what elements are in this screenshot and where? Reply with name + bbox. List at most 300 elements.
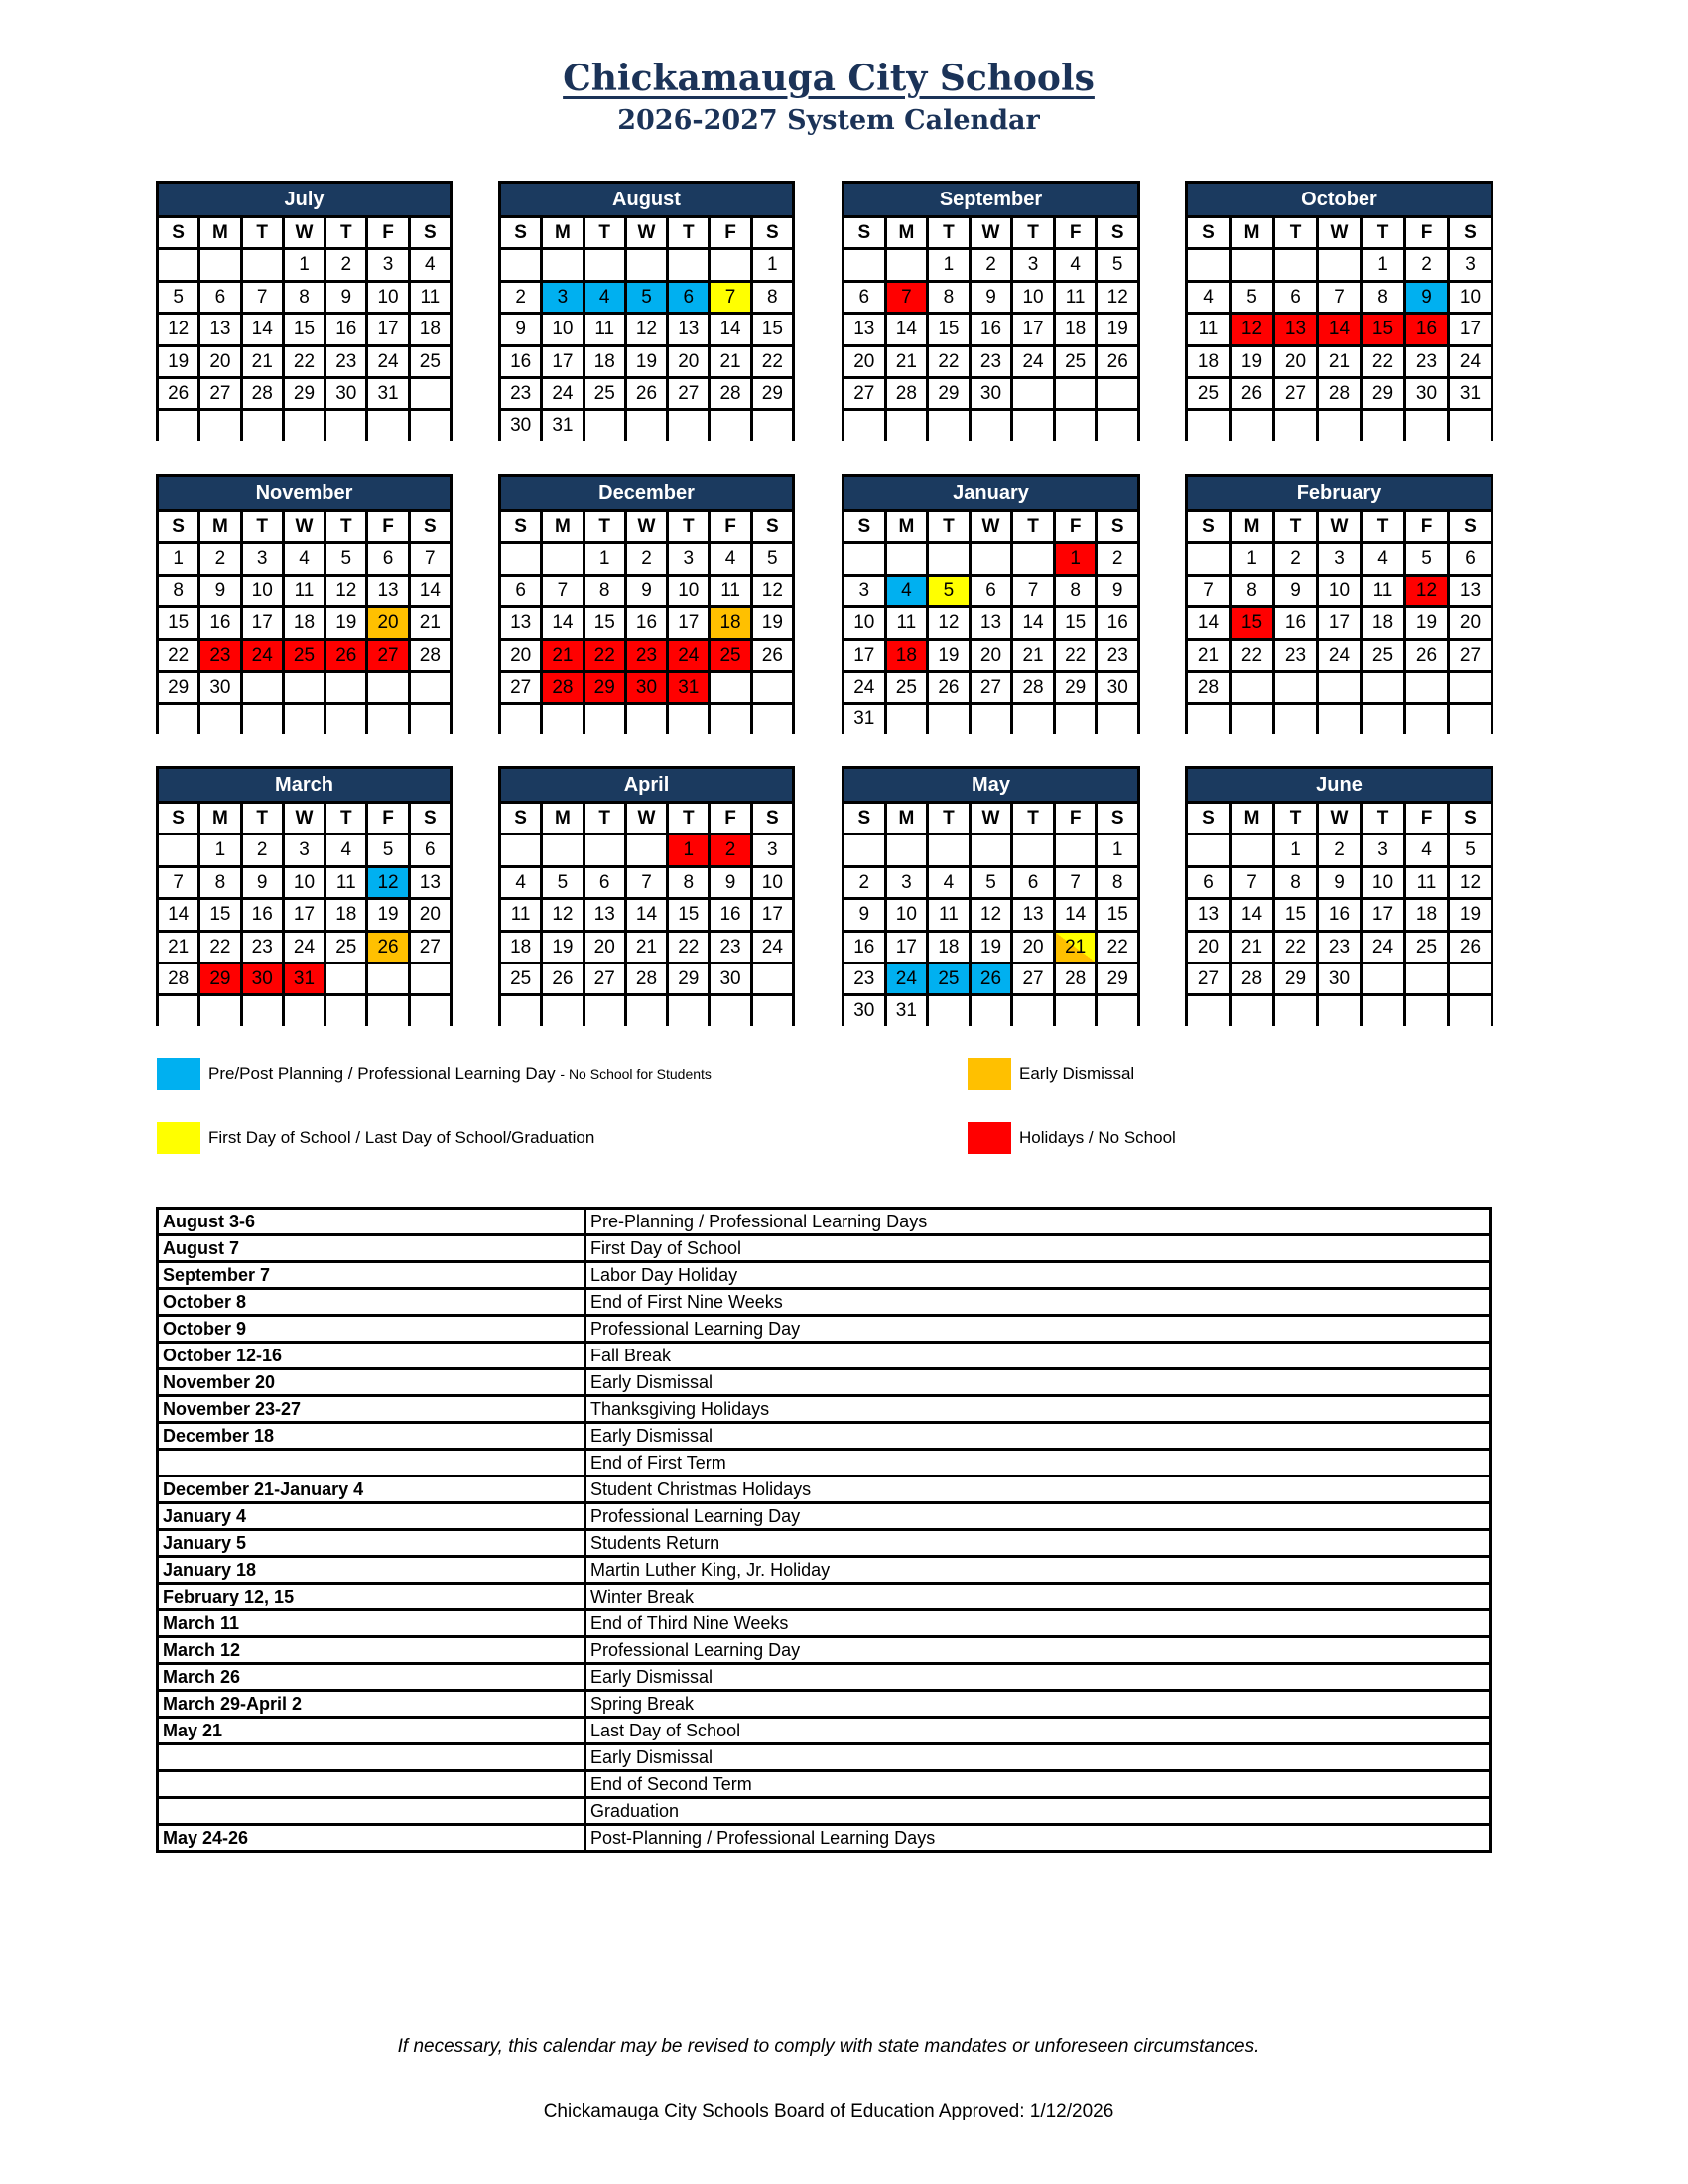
- day-cell: 30: [711, 964, 749, 993]
- empty-cell: [1319, 996, 1360, 1025]
- legend-item-holidays: [968, 1122, 1176, 1154]
- empty-cell: [972, 411, 1011, 440]
- month-days-grid: [844, 804, 1137, 1026]
- day-cell: 22: [585, 641, 624, 670]
- day-cell: 28: [543, 673, 582, 702]
- table-row: [158, 1209, 1491, 1235]
- day-cell: 27: [200, 379, 239, 408]
- month-calendar: [156, 181, 453, 441]
- day-cell: 28: [411, 641, 450, 670]
- month-calendar: [842, 181, 1140, 441]
- month-name: May: [844, 769, 1137, 801]
- day-cell: 20: [501, 641, 540, 670]
- day-cell: 15: [929, 315, 969, 343]
- event-description: Last Day of School: [585, 1718, 1491, 1744]
- day-cell: 29: [159, 673, 197, 702]
- month-name: November: [159, 477, 450, 509]
- empty-cell: [887, 544, 927, 573]
- day-cell: 21: [711, 347, 749, 376]
- day-cell: 9: [243, 868, 282, 897]
- day-cell: 26: [1232, 379, 1272, 408]
- day-cell: 22: [200, 933, 239, 962]
- day-cell: 7: [1013, 577, 1053, 605]
- day-cell: 1: [669, 835, 708, 864]
- day-cell: 18: [711, 608, 749, 637]
- empty-cell: [501, 705, 540, 733]
- day-cell: 2: [1406, 250, 1447, 279]
- day-cell: 17: [887, 933, 927, 962]
- weekday-header: F: [711, 218, 749, 247]
- day-cell: 5: [326, 544, 365, 573]
- day-cell: 22: [1056, 641, 1096, 670]
- day-cell: 11: [1406, 868, 1447, 897]
- empty-cell: [1188, 835, 1229, 864]
- empty-cell: [1450, 705, 1491, 733]
- day-cell: 23: [711, 933, 749, 962]
- weekday-header: S: [753, 512, 792, 541]
- empty-cell: [1056, 411, 1096, 440]
- weekday-header: T: [1013, 804, 1053, 833]
- day-cell: 24: [543, 379, 582, 408]
- weekday-header: F: [711, 804, 749, 833]
- day-cell: 14: [1232, 900, 1272, 929]
- day-cell: 27: [669, 379, 708, 408]
- day-cell: 8: [200, 868, 239, 897]
- event-date: October 8: [158, 1289, 585, 1316]
- empty-cell: [887, 835, 927, 864]
- day-cell: 5: [368, 835, 407, 864]
- day-cell: 21: [1056, 933, 1096, 962]
- day-cell: 18: [1363, 608, 1403, 637]
- day-cell: 25: [326, 933, 365, 962]
- day-cell: 1: [753, 250, 792, 279]
- empty-cell: [972, 705, 1011, 733]
- empty-cell: [543, 996, 582, 1025]
- day-cell: 20: [844, 347, 884, 376]
- day-cell: 22: [285, 347, 324, 376]
- day-cell: 14: [1056, 900, 1096, 929]
- day-cell: 17: [753, 900, 792, 929]
- empty-cell: [585, 250, 624, 279]
- day-cell: 13: [844, 315, 884, 343]
- day-cell: 20: [368, 608, 407, 637]
- table-row: [158, 1771, 1491, 1798]
- weekday-header: W: [1319, 804, 1360, 833]
- page-subtitle: 2026-2027 System Calendar: [617, 105, 1040, 136]
- empty-cell: [627, 835, 666, 864]
- day-cell: 15: [1232, 608, 1272, 637]
- empty-cell: [753, 673, 792, 702]
- empty-cell: [411, 964, 450, 993]
- empty-cell: [844, 250, 884, 279]
- day-cell: 16: [711, 900, 749, 929]
- empty-cell: [411, 379, 450, 408]
- day-cell: 28: [627, 964, 666, 993]
- day-cell: 25: [929, 964, 969, 993]
- legend-swatch-orange: [968, 1058, 1011, 1090]
- legend-swatch-blue: [157, 1058, 200, 1090]
- empty-cell: [972, 996, 1011, 1025]
- day-cell: 17: [1319, 608, 1360, 637]
- empty-cell: [1232, 411, 1272, 440]
- weekday-header: T: [669, 804, 708, 833]
- day-cell: 29: [585, 673, 624, 702]
- weekday-header: F: [1406, 512, 1447, 541]
- day-cell: 27: [501, 673, 540, 702]
- event-description: End of First Term: [585, 1450, 1491, 1477]
- event-date: [158, 1771, 585, 1798]
- empty-cell: [1056, 835, 1096, 864]
- day-cell: 17: [1013, 315, 1053, 343]
- day-cell: 25: [711, 641, 749, 670]
- empty-cell: [1406, 705, 1447, 733]
- table-row: [158, 1825, 1491, 1852]
- month-name: July: [159, 184, 450, 215]
- empty-cell: [753, 411, 792, 440]
- day-cell: 26: [972, 964, 1011, 993]
- empty-cell: [753, 705, 792, 733]
- day-cell: 30: [627, 673, 666, 702]
- weekday-header: S: [1098, 512, 1137, 541]
- table-row: [158, 1610, 1491, 1637]
- event-date: November 23-27: [158, 1396, 585, 1423]
- event-description: Pre-Planning / Professional Learning Days: [585, 1209, 1491, 1235]
- day-cell: 19: [159, 347, 197, 376]
- day-cell: 30: [844, 996, 884, 1025]
- empty-cell: [1363, 996, 1403, 1025]
- table-row: [158, 1289, 1491, 1316]
- day-cell: 11: [285, 577, 324, 605]
- event-description: End of First Nine Weeks: [585, 1289, 1491, 1316]
- day-cell: 27: [585, 964, 624, 993]
- day-cell: 31: [887, 996, 927, 1025]
- empty-cell: [1319, 673, 1360, 702]
- month-days-grid: [844, 218, 1137, 441]
- day-cell: 8: [1232, 577, 1272, 605]
- empty-cell: [285, 705, 324, 733]
- empty-cell: [1188, 544, 1229, 573]
- empty-cell: [1450, 964, 1491, 993]
- month-calendar: [498, 766, 795, 1026]
- event-date: January 4: [158, 1503, 585, 1530]
- day-cell: 17: [669, 608, 708, 637]
- day-cell: 28: [887, 379, 927, 408]
- month-name: April: [501, 769, 792, 801]
- day-cell: 8: [1275, 868, 1316, 897]
- day-cell: 7: [711, 283, 749, 312]
- empty-cell: [1406, 673, 1447, 702]
- empty-cell: [1098, 411, 1137, 440]
- weekday-header: F: [368, 512, 407, 541]
- day-cell: 6: [844, 283, 884, 312]
- event-description: Professional Learning Day: [585, 1637, 1491, 1664]
- legend-label: Holidays / No School: [1019, 1128, 1176, 1147]
- empty-cell: [1188, 705, 1229, 733]
- day-cell: 13: [669, 315, 708, 343]
- day-cell: 23: [1406, 347, 1447, 376]
- day-cell: 14: [411, 577, 450, 605]
- weekday-header: M: [543, 804, 582, 833]
- day-cell: 15: [753, 315, 792, 343]
- day-cell: 14: [887, 315, 927, 343]
- empty-cell: [200, 411, 239, 440]
- empty-cell: [200, 705, 239, 733]
- empty-cell: [1275, 411, 1316, 440]
- empty-cell: [543, 835, 582, 864]
- weekday-header: T: [585, 512, 624, 541]
- day-cell: 6: [411, 835, 450, 864]
- day-cell: 31: [285, 964, 324, 993]
- day-cell: 19: [326, 608, 365, 637]
- event-date: October 12-16: [158, 1343, 585, 1369]
- event-date: September 7: [158, 1262, 585, 1289]
- day-cell: 9: [1098, 577, 1137, 605]
- month-name: March: [159, 769, 450, 801]
- day-cell: 17: [368, 315, 407, 343]
- day-cell: 29: [1363, 379, 1403, 408]
- day-cell: 31: [669, 673, 708, 702]
- day-cell: 12: [1450, 868, 1491, 897]
- day-cell: 22: [669, 933, 708, 962]
- day-cell: 2: [200, 544, 239, 573]
- day-cell: 6: [1013, 868, 1053, 897]
- day-cell: 1: [159, 544, 197, 573]
- day-cell: 17: [1450, 315, 1491, 343]
- day-cell: 1: [1363, 250, 1403, 279]
- day-cell: 3: [1363, 835, 1403, 864]
- day-cell: 13: [1013, 900, 1053, 929]
- weekday-header: M: [1232, 804, 1272, 833]
- legend-swatch-yellow: [157, 1122, 200, 1154]
- day-cell: 25: [501, 964, 540, 993]
- weekday-header: T: [585, 804, 624, 833]
- day-cell: 16: [501, 347, 540, 376]
- day-cell: 19: [1098, 315, 1137, 343]
- empty-cell: [501, 544, 540, 573]
- day-cell: 24: [243, 641, 282, 670]
- empty-cell: [1232, 250, 1272, 279]
- day-cell: 6: [1188, 868, 1229, 897]
- day-cell: 15: [159, 608, 197, 637]
- event-description: Early Dismissal: [585, 1423, 1491, 1450]
- event-date: March 26: [158, 1664, 585, 1691]
- day-cell: 17: [543, 347, 582, 376]
- table-row: [158, 1798, 1491, 1825]
- day-cell: 29: [1056, 673, 1096, 702]
- empty-cell: [501, 996, 540, 1025]
- event-description: Thanksgiving Holidays: [585, 1396, 1491, 1423]
- day-cell: 31: [543, 411, 582, 440]
- day-cell: 25: [1056, 347, 1096, 376]
- day-cell: 3: [887, 868, 927, 897]
- day-cell: 30: [326, 379, 365, 408]
- empty-cell: [585, 835, 624, 864]
- weekday-header: M: [200, 512, 239, 541]
- event-date: [158, 1798, 585, 1825]
- day-cell: 9: [1319, 868, 1360, 897]
- day-cell: 26: [159, 379, 197, 408]
- month-calendar: [156, 766, 453, 1026]
- day-cell: 28: [1232, 964, 1272, 993]
- weekday-header: M: [887, 512, 927, 541]
- empty-cell: [627, 250, 666, 279]
- day-cell: 14: [543, 608, 582, 637]
- day-cell: 25: [1406, 933, 1447, 962]
- event-description: Labor Day Holiday: [585, 1262, 1491, 1289]
- day-cell: 7: [1232, 868, 1272, 897]
- day-cell: 12: [627, 315, 666, 343]
- day-cell: 5: [929, 577, 969, 605]
- weekday-header: S: [844, 218, 884, 247]
- day-cell: 12: [543, 900, 582, 929]
- day-cell: 24: [368, 347, 407, 376]
- day-cell: 2: [501, 283, 540, 312]
- day-cell: 19: [972, 933, 1011, 962]
- day-cell: 1: [1275, 835, 1316, 864]
- day-cell: 25: [411, 347, 450, 376]
- empty-cell: [1450, 411, 1491, 440]
- day-cell: 23: [627, 641, 666, 670]
- weekday-header: S: [1450, 512, 1491, 541]
- weekday-header: S: [753, 804, 792, 833]
- weekday-header: M: [1232, 218, 1272, 247]
- day-cell: 30: [200, 673, 239, 702]
- empty-cell: [887, 705, 927, 733]
- month-calendar: [842, 766, 1140, 1026]
- day-cell: 3: [1450, 250, 1491, 279]
- empty-cell: [844, 411, 884, 440]
- table-row: [158, 1664, 1491, 1691]
- table-row: [158, 1744, 1491, 1771]
- day-cell: 25: [285, 641, 324, 670]
- day-cell: 22: [1098, 933, 1137, 962]
- day-cell: 18: [1406, 900, 1447, 929]
- month-calendar: [1185, 766, 1493, 1026]
- day-cell: 5: [543, 868, 582, 897]
- empty-cell: [1056, 705, 1096, 733]
- day-cell: 10: [543, 315, 582, 343]
- day-cell: 3: [243, 544, 282, 573]
- day-cell: 21: [1013, 641, 1053, 670]
- empty-cell: [1188, 250, 1229, 279]
- day-cell: 28: [1056, 964, 1096, 993]
- table-row: [158, 1316, 1491, 1343]
- day-cell: 15: [585, 608, 624, 637]
- day-cell: 7: [1319, 283, 1360, 312]
- day-cell: 19: [368, 900, 407, 929]
- table-row: [158, 1477, 1491, 1503]
- empty-cell: [368, 996, 407, 1025]
- event-date: [158, 1744, 585, 1771]
- day-cell: 5: [972, 868, 1011, 897]
- weekday-header: W: [627, 804, 666, 833]
- event-date: January 5: [158, 1530, 585, 1557]
- event-description: Winter Break: [585, 1584, 1491, 1610]
- empty-cell: [411, 673, 450, 702]
- empty-cell: [1450, 673, 1491, 702]
- empty-cell: [1450, 996, 1491, 1025]
- day-cell: 10: [1450, 283, 1491, 312]
- legend-label: Pre/Post Planning / Professional Learning Day: [208, 1064, 556, 1083]
- day-cell: 20: [1013, 933, 1053, 962]
- empty-cell: [411, 411, 450, 440]
- day-cell: 15: [200, 900, 239, 929]
- empty-cell: [200, 996, 239, 1025]
- day-cell: 10: [669, 577, 708, 605]
- event-date: August 7: [158, 1235, 585, 1262]
- day-cell: 5: [753, 544, 792, 573]
- weekday-header: F: [1406, 218, 1447, 247]
- event-date: March 12: [158, 1637, 585, 1664]
- day-cell: 9: [1406, 283, 1447, 312]
- weekday-header: T: [1275, 512, 1316, 541]
- day-cell: 16: [844, 933, 884, 962]
- day-cell: 27: [368, 641, 407, 670]
- day-cell: 2: [326, 250, 365, 279]
- empty-cell: [1098, 996, 1137, 1025]
- day-cell: 26: [929, 673, 969, 702]
- day-cell: 5: [1232, 283, 1272, 312]
- day-cell: 1: [929, 250, 969, 279]
- day-cell: 26: [543, 964, 582, 993]
- empty-cell: [326, 996, 365, 1025]
- empty-cell: [929, 544, 969, 573]
- empty-cell: [1232, 705, 1272, 733]
- day-cell: 3: [368, 250, 407, 279]
- day-cell: 27: [972, 673, 1011, 702]
- day-cell: 14: [627, 900, 666, 929]
- weekday-header: F: [1056, 804, 1096, 833]
- day-cell: 26: [627, 379, 666, 408]
- weekday-header: S: [844, 804, 884, 833]
- day-cell: 28: [243, 379, 282, 408]
- day-cell: 12: [368, 868, 407, 897]
- event-date: May 24-26: [158, 1825, 585, 1852]
- weekday-header: T: [1013, 512, 1053, 541]
- day-cell: 25: [1188, 379, 1229, 408]
- day-cell: 7: [1188, 577, 1229, 605]
- day-cell: 14: [711, 315, 749, 343]
- table-row: [158, 1423, 1491, 1450]
- weekday-header: S: [411, 218, 450, 247]
- day-cell: 9: [844, 900, 884, 929]
- day-cell: 23: [1319, 933, 1360, 962]
- day-cell: 21: [243, 347, 282, 376]
- empty-cell: [1232, 996, 1272, 1025]
- day-cell: 6: [368, 544, 407, 573]
- day-cell: 20: [411, 900, 450, 929]
- day-cell: 22: [1363, 347, 1403, 376]
- day-cell: 2: [972, 250, 1011, 279]
- day-cell: 14: [1188, 608, 1229, 637]
- weekday-header: T: [929, 512, 969, 541]
- day-cell: 16: [326, 315, 365, 343]
- day-cell: 24: [285, 933, 324, 962]
- event-description: Early Dismissal: [585, 1744, 1491, 1771]
- day-cell: 16: [1319, 900, 1360, 929]
- legend-label: Early Dismissal: [1019, 1064, 1135, 1083]
- day-cell: 15: [1275, 900, 1316, 929]
- day-cell: 4: [585, 283, 624, 312]
- day-cell: 18: [887, 641, 927, 670]
- day-cell: 4: [929, 868, 969, 897]
- empty-cell: [1275, 705, 1316, 733]
- day-cell: 27: [1275, 379, 1316, 408]
- day-cell: 23: [1098, 641, 1137, 670]
- day-cell: 2: [627, 544, 666, 573]
- weekday-header: T: [669, 512, 708, 541]
- day-cell: 7: [627, 868, 666, 897]
